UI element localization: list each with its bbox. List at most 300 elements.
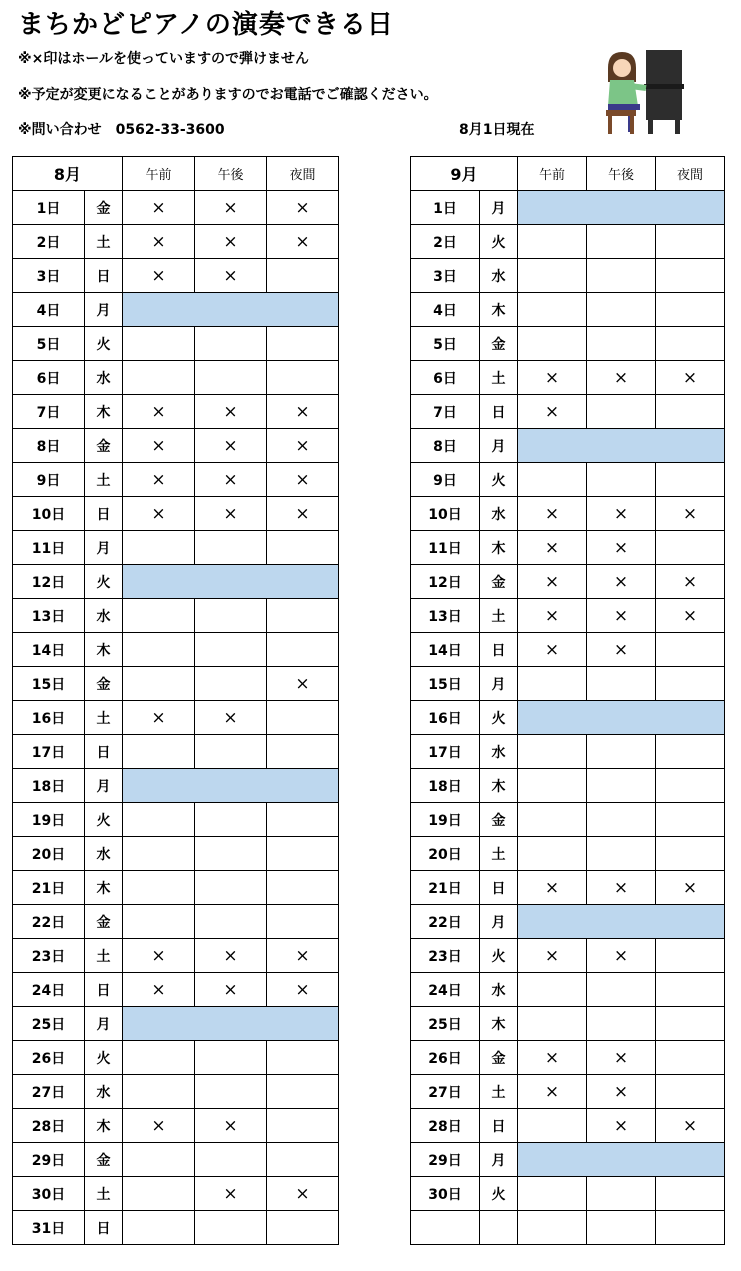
- slot-morning-cell: [123, 599, 195, 633]
- day-weekday: 水: [480, 259, 518, 293]
- day-weekday: 水: [85, 361, 123, 395]
- slot-afternoon-cell: [587, 1007, 656, 1041]
- slot-evening-cell: [267, 837, 339, 871]
- slot-morning-cell: [123, 667, 195, 701]
- day-weekday: 火: [480, 1177, 518, 1211]
- day-weekday: 日: [480, 871, 518, 905]
- slot-evening-header: 夜間: [267, 157, 339, 191]
- slot-morning-cell: ×: [123, 701, 195, 735]
- day-row: [411, 1211, 725, 1245]
- slot-afternoon-cell: [195, 1041, 267, 1075]
- slot-evening-cell: ×: [267, 939, 339, 973]
- day-row: [411, 565, 725, 599]
- day-date: 27日: [411, 1075, 480, 1109]
- slot-afternoon-cell: ×: [587, 531, 656, 565]
- day-date: 21日: [13, 871, 85, 905]
- closed-day-cell: [123, 293, 339, 327]
- day-weekday: 土: [85, 1177, 123, 1211]
- day-row: [13, 599, 339, 633]
- slot-afternoon-cell: ×: [195, 225, 267, 259]
- day-date: 25日: [411, 1007, 480, 1041]
- day-weekday: 金: [85, 429, 123, 463]
- slot-evening-cell: [267, 1075, 339, 1109]
- slot-morning-cell: ×: [518, 395, 587, 429]
- slot-morning-cell: [123, 633, 195, 667]
- day-row: [13, 701, 339, 735]
- day-weekday: 月: [85, 531, 123, 565]
- slot-afternoon-header: 午後: [195, 157, 267, 191]
- slot-afternoon-cell: [587, 1177, 656, 1211]
- slot-morning-cell: ×: [123, 395, 195, 429]
- slot-afternoon-cell: ×: [587, 871, 656, 905]
- slot-evening-cell: ×: [656, 565, 725, 599]
- day-weekday: 金: [480, 327, 518, 361]
- slot-morning-cell: ×: [518, 633, 587, 667]
- day-date: 28日: [411, 1109, 480, 1143]
- closed-day-cell: [123, 769, 339, 803]
- pianist-illustration: [600, 46, 684, 138]
- day-row: [411, 633, 725, 667]
- slot-evening-cell: [656, 225, 725, 259]
- day-weekday: 日: [85, 259, 123, 293]
- as-of-date: 8月1日現在: [459, 122, 535, 138]
- closed-day-cell: [518, 701, 725, 735]
- slot-afternoon-cell: [587, 1211, 656, 1245]
- day-weekday: 火: [480, 225, 518, 259]
- day-row: [13, 259, 339, 293]
- closed-day-cell: [123, 565, 339, 599]
- day-weekday: 金: [85, 667, 123, 701]
- slot-afternoon-cell: ×: [587, 1041, 656, 1075]
- slot-morning-cell: ×: [518, 1041, 587, 1075]
- day-weekday: 月: [480, 191, 518, 225]
- day-date: 29日: [13, 1143, 85, 1177]
- day-weekday: 月: [480, 905, 518, 939]
- slot-afternoon-cell: [195, 599, 267, 633]
- day-date: 9日: [411, 463, 480, 497]
- day-row: [411, 259, 725, 293]
- day-row: [13, 1007, 339, 1041]
- day-date: 20日: [13, 837, 85, 871]
- day-weekday: 土: [480, 361, 518, 395]
- slot-morning-cell: [518, 1177, 587, 1211]
- slot-morning-cell: [123, 871, 195, 905]
- day-row: [13, 361, 339, 395]
- day-row: [411, 531, 725, 565]
- slot-afternoon-cell: [195, 667, 267, 701]
- day-date: 30日: [411, 1177, 480, 1211]
- day-weekday: 金: [480, 1041, 518, 1075]
- day-weekday: 金: [480, 803, 518, 837]
- day-weekday: 日: [85, 735, 123, 769]
- day-date: 4日: [13, 293, 85, 327]
- day-date: 15日: [411, 667, 480, 701]
- slot-afternoon-cell: ×: [587, 1109, 656, 1143]
- day-weekday: 水: [480, 735, 518, 769]
- day-date: 22日: [13, 905, 85, 939]
- slot-evening-cell: [656, 667, 725, 701]
- day-weekday: 月: [480, 1143, 518, 1177]
- day-date: 6日: [411, 361, 480, 395]
- day-date: 6日: [13, 361, 85, 395]
- slot-morning-cell: [123, 327, 195, 361]
- day-date: 10日: [411, 497, 480, 531]
- closed-day-cell: [123, 1007, 339, 1041]
- slot-morning-cell: [123, 1075, 195, 1109]
- slot-afternoon-cell: [195, 531, 267, 565]
- slot-afternoon-cell: ×: [587, 633, 656, 667]
- slot-afternoon-cell: ×: [195, 395, 267, 429]
- slot-morning-cell: [123, 837, 195, 871]
- slot-morning-cell: [518, 463, 587, 497]
- day-weekday: 月: [480, 667, 518, 701]
- day-date: 19日: [411, 803, 480, 837]
- slot-evening-cell: [656, 769, 725, 803]
- day-row: [411, 1177, 725, 1211]
- slot-afternoon-cell: ×: [587, 939, 656, 973]
- slot-morning-cell: [123, 1041, 195, 1075]
- day-weekday: 土: [480, 1075, 518, 1109]
- slot-morning-cell: ×: [518, 599, 587, 633]
- slot-afternoon-cell: [195, 1075, 267, 1109]
- slot-afternoon-cell: [587, 735, 656, 769]
- day-weekday: 水: [480, 973, 518, 1007]
- slot-afternoon-cell: ×: [195, 463, 267, 497]
- day-weekday: 土: [85, 463, 123, 497]
- day-weekday: 日: [480, 395, 518, 429]
- slot-evening-cell: [656, 939, 725, 973]
- day-row: [13, 565, 339, 599]
- slot-morning-cell: ×: [123, 259, 195, 293]
- day-weekday: 木: [85, 633, 123, 667]
- slot-evening-cell: ×: [267, 429, 339, 463]
- day-date: 28日: [13, 1109, 85, 1143]
- slot-morning-cell: ×: [123, 463, 195, 497]
- day-row: [13, 293, 339, 327]
- slot-morning-cell: ×: [518, 871, 587, 905]
- day-date: 8日: [411, 429, 480, 463]
- day-row: [13, 769, 339, 803]
- slot-morning-cell: [518, 769, 587, 803]
- day-date: 13日: [411, 599, 480, 633]
- slot-evening-cell: ×: [656, 599, 725, 633]
- day-date: 17日: [13, 735, 85, 769]
- day-date: 13日: [13, 599, 85, 633]
- slot-morning-cell: ×: [123, 225, 195, 259]
- day-row: [13, 837, 339, 871]
- slot-evening-cell: ×: [656, 871, 725, 905]
- slot-afternoon-cell: ×: [587, 599, 656, 633]
- slot-morning-cell: ×: [518, 497, 587, 531]
- day-row: [411, 361, 725, 395]
- slot-evening-cell: [267, 735, 339, 769]
- day-weekday: [480, 1211, 518, 1245]
- day-row: [411, 293, 725, 327]
- slot-evening-cell: [656, 837, 725, 871]
- day-weekday: 日: [85, 1211, 123, 1245]
- slot-morning-cell: [518, 973, 587, 1007]
- slot-morning-cell: ×: [518, 361, 587, 395]
- day-row: [13, 633, 339, 667]
- slot-morning-cell: [518, 735, 587, 769]
- day-weekday: 火: [480, 701, 518, 735]
- day-date: 21日: [411, 871, 480, 905]
- day-date: 15日: [13, 667, 85, 701]
- day-date: 29日: [411, 1143, 480, 1177]
- day-row: [13, 327, 339, 361]
- slot-evening-cell: ×: [267, 667, 339, 701]
- day-weekday: 火: [85, 803, 123, 837]
- day-row: [13, 871, 339, 905]
- day-date: 1日: [411, 191, 480, 225]
- slot-afternoon-cell: [587, 667, 656, 701]
- slot-evening-cell: [656, 1075, 725, 1109]
- day-weekday: 月: [85, 769, 123, 803]
- day-date: 26日: [411, 1041, 480, 1075]
- day-weekday: 火: [480, 939, 518, 973]
- slot-evening-cell: [656, 531, 725, 565]
- day-row: [13, 497, 339, 531]
- slot-afternoon-cell: [195, 327, 267, 361]
- day-row: [411, 327, 725, 361]
- day-row: [411, 1007, 725, 1041]
- day-date: 11日: [13, 531, 85, 565]
- day-row: [411, 1075, 725, 1109]
- day-row: [411, 837, 725, 871]
- day-weekday: 金: [85, 905, 123, 939]
- slot-afternoon-cell: [195, 1143, 267, 1177]
- slot-evening-cell: [267, 361, 339, 395]
- day-date: 3日: [411, 259, 480, 293]
- slot-afternoon-cell: ×: [195, 1109, 267, 1143]
- slot-evening-cell: [267, 1109, 339, 1143]
- slot-evening-cell: [656, 1211, 725, 1245]
- closed-day-cell: [518, 191, 725, 225]
- slot-morning-cell: [123, 1143, 195, 1177]
- day-row: [13, 1041, 339, 1075]
- slot-afternoon-cell: [195, 361, 267, 395]
- day-row: [13, 1075, 339, 1109]
- day-row: [13, 939, 339, 973]
- day-date: 9日: [13, 463, 85, 497]
- slot-evening-cell: [267, 1143, 339, 1177]
- slot-evening-cell: ×: [267, 225, 339, 259]
- day-row: [411, 395, 725, 429]
- day-row: [411, 225, 725, 259]
- slot-evening-cell: [267, 531, 339, 565]
- day-date: 12日: [13, 565, 85, 599]
- day-date: 10日: [13, 497, 85, 531]
- day-date: 14日: [13, 633, 85, 667]
- slot-morning-cell: [518, 259, 587, 293]
- slot-morning-cell: [123, 1177, 195, 1211]
- day-date: 18日: [411, 769, 480, 803]
- slot-evening-cell: [656, 973, 725, 1007]
- day-weekday: 日: [85, 973, 123, 1007]
- slot-afternoon-cell: [587, 293, 656, 327]
- slot-evening-cell: ×: [267, 191, 339, 225]
- slot-afternoon-cell: ×: [195, 1177, 267, 1211]
- slot-evening-cell: ×: [656, 497, 725, 531]
- day-weekday: 金: [85, 191, 123, 225]
- day-weekday: 水: [85, 599, 123, 633]
- slot-afternoon-cell: [587, 463, 656, 497]
- slot-evening-cell: ×: [267, 497, 339, 531]
- slot-afternoon-cell: [195, 803, 267, 837]
- day-weekday: 火: [85, 565, 123, 599]
- day-row: [411, 463, 725, 497]
- slot-morning-cell: ×: [123, 497, 195, 531]
- slot-afternoon-cell: [587, 395, 656, 429]
- slot-morning-cell: ×: [123, 973, 195, 1007]
- slot-morning-cell: [123, 735, 195, 769]
- day-row: [13, 225, 339, 259]
- slot-evening-cell: ×: [656, 361, 725, 395]
- slot-morning-cell: [518, 667, 587, 701]
- day-row: [13, 1109, 339, 1143]
- slot-evening-cell: [656, 1177, 725, 1211]
- day-row: [411, 191, 725, 225]
- contact-phone: ※問い合わせ 0562-33-3600: [18, 122, 225, 138]
- slot-morning-cell: [518, 1211, 587, 1245]
- day-date: 19日: [13, 803, 85, 837]
- slot-evening-cell: [656, 803, 725, 837]
- day-row: [411, 973, 725, 1007]
- day-row: [13, 429, 339, 463]
- day-weekday: 土: [85, 225, 123, 259]
- month-header: 8月: [13, 157, 123, 191]
- day-weekday: 木: [85, 395, 123, 429]
- slot-afternoon-cell: [195, 837, 267, 871]
- day-row: [411, 1143, 725, 1177]
- day-date: 18日: [13, 769, 85, 803]
- day-date: 22日: [411, 905, 480, 939]
- slot-evening-cell: [656, 259, 725, 293]
- day-date: 30日: [13, 1177, 85, 1211]
- day-row: [411, 667, 725, 701]
- day-date: 27日: [13, 1075, 85, 1109]
- day-date: [411, 1211, 480, 1245]
- day-date: 17日: [411, 735, 480, 769]
- slot-evening-cell: [656, 395, 725, 429]
- slot-afternoon-header: 午後: [587, 157, 656, 191]
- slot-afternoon-cell: [587, 259, 656, 293]
- slot-afternoon-cell: ×: [195, 429, 267, 463]
- day-date: 8日: [13, 429, 85, 463]
- day-row: [13, 735, 339, 769]
- day-date: 2日: [411, 225, 480, 259]
- slot-morning-cell: [518, 1109, 587, 1143]
- slot-morning-cell: ×: [518, 565, 587, 599]
- slot-morning-cell: ×: [518, 531, 587, 565]
- closed-day-cell: [518, 1143, 725, 1177]
- day-weekday: 水: [480, 497, 518, 531]
- slot-afternoon-cell: [195, 905, 267, 939]
- day-row: [411, 497, 725, 531]
- slot-afternoon-cell: [587, 973, 656, 1007]
- day-row: [13, 191, 339, 225]
- day-row: [411, 429, 725, 463]
- slot-morning-cell: [518, 225, 587, 259]
- slot-afternoon-cell: [587, 327, 656, 361]
- day-weekday: 木: [85, 871, 123, 905]
- slot-afternoon-cell: ×: [587, 361, 656, 395]
- slot-afternoon-cell: [587, 803, 656, 837]
- day-weekday: 水: [85, 1075, 123, 1109]
- note-hall-use: ※×印はホールを使っていますので弾けません: [18, 51, 310, 67]
- day-date: 5日: [13, 327, 85, 361]
- slot-afternoon-cell: [587, 837, 656, 871]
- day-row: [411, 735, 725, 769]
- slot-morning-cell: [518, 293, 587, 327]
- day-weekday: 日: [480, 1109, 518, 1143]
- day-date: 7日: [13, 395, 85, 429]
- day-weekday: 土: [85, 701, 123, 735]
- slot-evening-cell: [267, 1041, 339, 1075]
- day-weekday: 火: [480, 463, 518, 497]
- slot-morning-cell: [518, 803, 587, 837]
- slot-morning-cell: ×: [123, 1109, 195, 1143]
- slot-evening-cell: [267, 871, 339, 905]
- day-date: 23日: [411, 939, 480, 973]
- slot-morning-cell: [518, 327, 587, 361]
- slot-morning-cell: ×: [518, 1075, 587, 1109]
- day-date: 16日: [13, 701, 85, 735]
- slot-evening-cell: [656, 735, 725, 769]
- slot-morning-cell: ×: [123, 429, 195, 463]
- day-weekday: 月: [85, 293, 123, 327]
- day-weekday: 木: [480, 531, 518, 565]
- day-row: [13, 463, 339, 497]
- slot-evening-cell: [267, 905, 339, 939]
- day-row: [13, 531, 339, 565]
- day-date: 4日: [411, 293, 480, 327]
- slot-evening-cell: ×: [656, 1109, 725, 1143]
- slot-morning-header: 午前: [123, 157, 195, 191]
- slot-evening-cell: [267, 633, 339, 667]
- slot-afternoon-cell: [195, 871, 267, 905]
- day-weekday: 木: [480, 293, 518, 327]
- day-weekday: 土: [85, 939, 123, 973]
- day-row: [13, 1211, 339, 1245]
- slot-morning-cell: [123, 905, 195, 939]
- closed-day-cell: [518, 429, 725, 463]
- day-row: [411, 701, 725, 735]
- slot-evening-header: 夜間: [656, 157, 725, 191]
- day-row: [411, 803, 725, 837]
- day-row: [13, 395, 339, 429]
- day-weekday: 土: [480, 837, 518, 871]
- day-date: 11日: [411, 531, 480, 565]
- slot-morning-cell: [123, 1211, 195, 1245]
- slot-morning-cell: [123, 361, 195, 395]
- day-date: 7日: [411, 395, 480, 429]
- day-row: [13, 1143, 339, 1177]
- slot-evening-cell: ×: [267, 395, 339, 429]
- day-row: [13, 667, 339, 701]
- slot-afternoon-cell: ×: [587, 565, 656, 599]
- day-date: 2日: [13, 225, 85, 259]
- slot-evening-cell: [267, 701, 339, 735]
- day-date: 1日: [13, 191, 85, 225]
- slot-morning-cell: [518, 1007, 587, 1041]
- day-date: 14日: [411, 633, 480, 667]
- slot-afternoon-cell: ×: [195, 973, 267, 1007]
- day-weekday: 火: [85, 327, 123, 361]
- slot-afternoon-cell: ×: [195, 497, 267, 531]
- day-row: [13, 973, 339, 1007]
- slot-morning-cell: [123, 531, 195, 565]
